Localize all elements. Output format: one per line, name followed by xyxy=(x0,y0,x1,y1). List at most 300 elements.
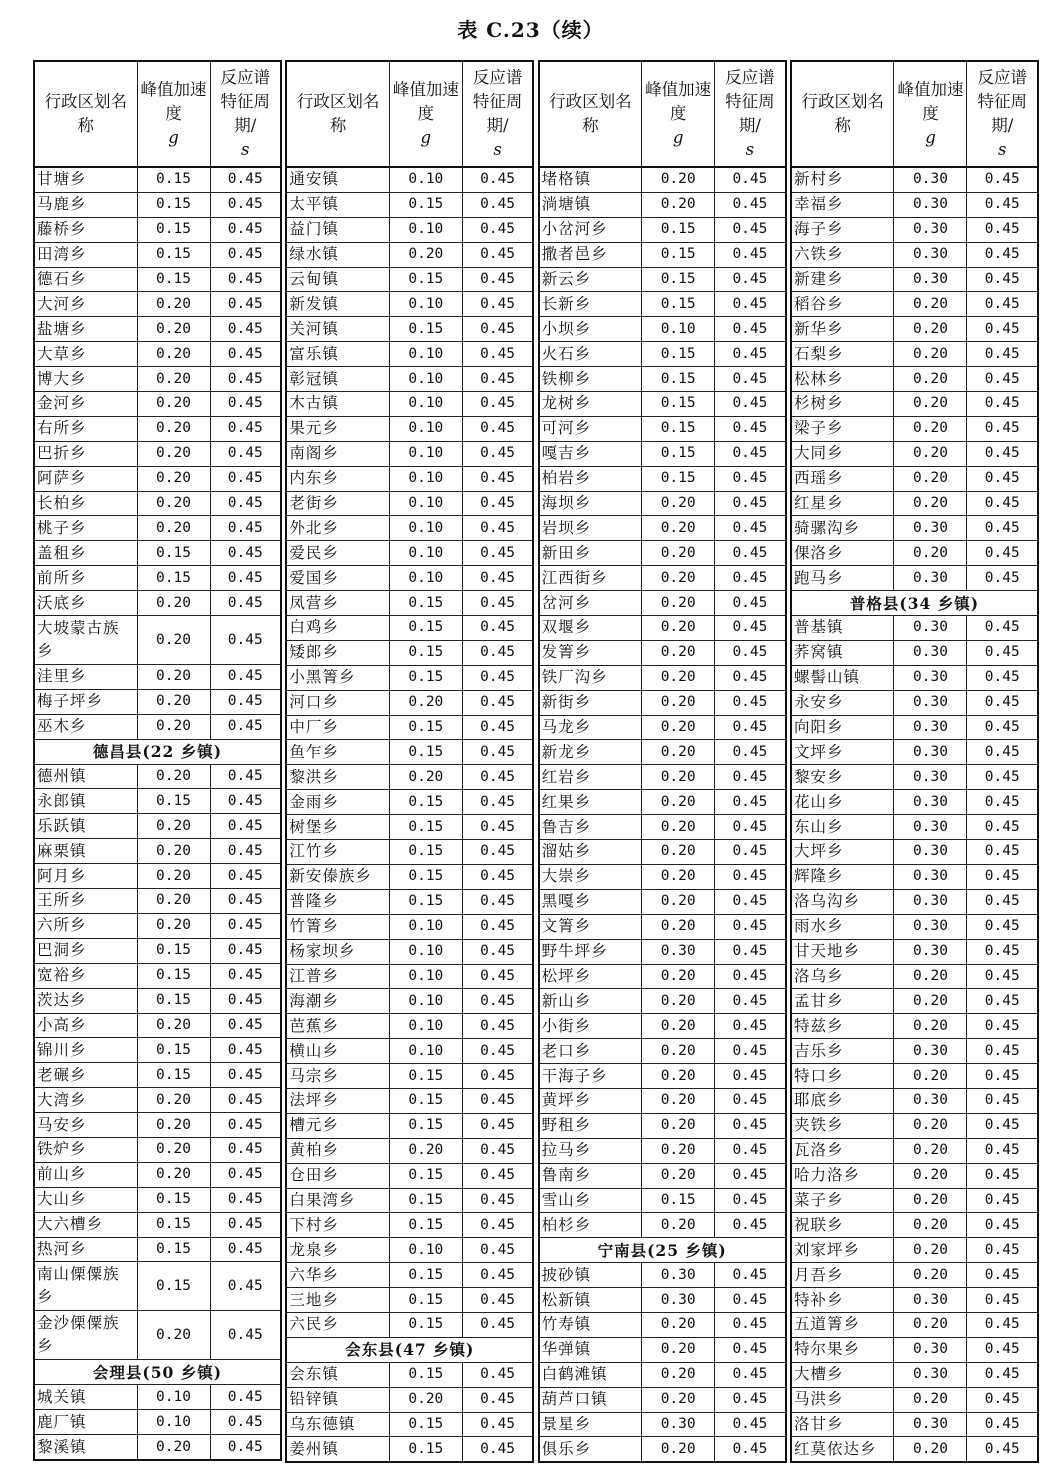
region-name-cell: 太平镇 xyxy=(286,192,389,217)
table-row xyxy=(539,516,786,541)
region-name-cell: 黎溪镇 xyxy=(34,1435,137,1460)
peak-acceleration-cell: 0.20 xyxy=(894,416,967,441)
period-cell: 0.45 xyxy=(462,840,533,865)
region-name-cell: 槽元乡 xyxy=(286,1113,389,1138)
table-row xyxy=(791,466,1038,491)
table-row xyxy=(791,939,1038,964)
table-row xyxy=(34,1237,281,1262)
region-name-cell: 老口乡 xyxy=(539,1039,642,1064)
peak-acceleration-cell: 0.30 xyxy=(894,616,967,641)
peak-acceleration-cell: 0.20 xyxy=(894,1014,967,1039)
period-cell: 0.45 xyxy=(967,1263,1038,1288)
peak-acceleration-cell: 0.20 xyxy=(894,1163,967,1188)
region-name-cell: 拉马乡 xyxy=(539,1138,642,1163)
peak-acceleration-cell: 0.10 xyxy=(389,541,462,566)
period-cell: 0.45 xyxy=(967,1387,1038,1412)
peak-acceleration-cell: 0.20 xyxy=(894,1213,967,1238)
county-section-row xyxy=(791,591,1038,616)
region-name-cell: 河口乡 xyxy=(286,690,389,715)
table-row xyxy=(539,1312,786,1337)
period-cell: 0.45 xyxy=(715,640,786,665)
table-row xyxy=(286,1362,533,1387)
period-cell: 0.45 xyxy=(967,1238,1038,1263)
region-name-cell: 铁厂沟乡 xyxy=(539,665,642,690)
table-row xyxy=(791,740,1038,765)
table-row xyxy=(286,217,533,242)
peak-acceleration-cell: 0.10 xyxy=(389,566,462,591)
region-name-cell: 可河乡 xyxy=(539,416,642,441)
table-row xyxy=(34,416,281,441)
period-cell: 0.45 xyxy=(967,815,1038,840)
region-name-cell: 披砂镇 xyxy=(539,1263,642,1288)
period-cell: 0.45 xyxy=(210,665,281,690)
period-cell: 0.45 xyxy=(462,317,533,342)
peak-acceleration-cell: 0.15 xyxy=(389,1088,462,1113)
period-cell: 0.45 xyxy=(715,864,786,889)
period-cell: 0.45 xyxy=(462,914,533,939)
peak-acceleration-cell: 0.10 xyxy=(389,167,462,192)
region-name-cell: 大六槽乡 xyxy=(34,1212,137,1237)
peak-acceleration-cell: 0.15 xyxy=(389,1288,462,1313)
region-name-cell: 梁子乡 xyxy=(791,416,894,441)
table-row xyxy=(791,1238,1038,1263)
region-name-cell: 撒者邑乡 xyxy=(539,242,642,267)
table-row xyxy=(791,1088,1038,1113)
period-cell: 0.45 xyxy=(210,1013,281,1038)
period-cell: 0.45 xyxy=(210,689,281,714)
peak-acceleration-cell: 0.15 xyxy=(642,441,715,466)
region-name-cell: 芭蕉乡 xyxy=(286,1014,389,1039)
region-name-cell: 石梨乡 xyxy=(791,342,894,367)
period-cell: 0.45 xyxy=(210,1410,281,1435)
peak-acceleration-cell: 0.15 xyxy=(137,192,210,217)
table-row xyxy=(791,1113,1038,1138)
region-name-cell: 桃子乡 xyxy=(34,516,137,541)
region-name-cell: 果元乡 xyxy=(286,416,389,441)
region-name-cell: 锦川乡 xyxy=(34,1038,137,1063)
period-cell: 0.45 xyxy=(210,839,281,864)
county-heading: 宁南县(25 乡镇) xyxy=(539,1238,786,1263)
peak-acceleration-cell: 0.30 xyxy=(894,1362,967,1387)
table-row xyxy=(539,1412,786,1437)
table-block-4 xyxy=(790,60,1039,1463)
peak-acceleration-cell: 0.30 xyxy=(894,640,967,665)
peak-acceleration-cell: 0.30 xyxy=(894,765,967,790)
table-row xyxy=(791,566,1038,591)
table-row xyxy=(539,441,786,466)
region-name-cell: 矮郎乡 xyxy=(286,640,389,665)
period-cell: 0.45 xyxy=(967,292,1038,317)
peak-acceleration-cell: 0.30 xyxy=(894,665,967,690)
peak-acceleration-cell: 0.15 xyxy=(642,292,715,317)
region-name-cell: 德石乡 xyxy=(34,267,137,292)
table-row xyxy=(34,1038,281,1063)
peak-acceleration-cell: 0.30 xyxy=(894,914,967,939)
table-row xyxy=(34,192,281,217)
peak-acceleration-cell: 0.15 xyxy=(389,889,462,914)
period-cell: 0.45 xyxy=(715,1263,786,1288)
region-name-cell: 富乐镇 xyxy=(286,342,389,367)
region-name-cell: 特补乡 xyxy=(791,1288,894,1313)
period-cell: 0.45 xyxy=(715,1113,786,1138)
peak-acceleration-cell: 0.20 xyxy=(642,1362,715,1387)
region-name-cell: 菜子乡 xyxy=(791,1188,894,1213)
county-heading: 会理县(50 乡镇) xyxy=(34,1360,281,1385)
period-cell: 0.45 xyxy=(967,690,1038,715)
region-name-cell: 景星乡 xyxy=(539,1412,642,1437)
period-cell: 0.45 xyxy=(967,1337,1038,1362)
table-row xyxy=(539,939,786,964)
period-cell: 0.45 xyxy=(967,192,1038,217)
peak-acceleration-cell: 0.20 xyxy=(642,914,715,939)
peak-acceleration-cell: 0.10 xyxy=(389,292,462,317)
period-cell: 0.45 xyxy=(462,1138,533,1163)
table-row xyxy=(791,1014,1038,1039)
table-row xyxy=(791,914,1038,939)
period-cell: 0.45 xyxy=(210,516,281,541)
period-cell: 0.45 xyxy=(715,1337,786,1362)
region-name-cell: 会东镇 xyxy=(286,1362,389,1387)
table-row xyxy=(286,1213,533,1238)
county-heading: 普格县(34 乡镇) xyxy=(791,591,1038,616)
region-name-cell: 鹿厂镇 xyxy=(34,1410,137,1435)
region-name-cell: 吉乐乡 xyxy=(791,1039,894,1064)
peak-acceleration-cell: 0.15 xyxy=(137,789,210,814)
region-name-cell: 跑马乡 xyxy=(791,566,894,591)
peak-acceleration-cell: 0.20 xyxy=(642,790,715,815)
region-name-cell: 宽裕乡 xyxy=(34,963,137,988)
region-name-cell: 沃底乡 xyxy=(34,591,137,616)
peak-acceleration-cell: 0.15 xyxy=(389,317,462,342)
region-name-cell: 爱国乡 xyxy=(286,566,389,591)
peak-acceleration-cell: 0.20 xyxy=(642,616,715,641)
table-row xyxy=(539,740,786,765)
region-name-cell: 新村乡 xyxy=(791,167,894,192)
period-cell: 0.45 xyxy=(715,889,786,914)
table-row xyxy=(539,1014,786,1039)
region-name-cell: 铁炉乡 xyxy=(34,1137,137,1162)
period-cell: 0.45 xyxy=(210,1063,281,1088)
period-cell: 0.45 xyxy=(967,889,1038,914)
region-name-cell: 江普乡 xyxy=(286,964,389,989)
peak-acceleration-cell: 0.20 xyxy=(642,715,715,740)
period-cell: 0.45 xyxy=(967,1288,1038,1313)
period-cell: 0.45 xyxy=(210,292,281,317)
period-cell: 0.45 xyxy=(462,1387,533,1412)
region-name-cell: 葫芦口镇 xyxy=(539,1387,642,1412)
region-name-cell: 倮洛乡 xyxy=(791,541,894,566)
region-name-cell: 向阳乡 xyxy=(791,715,894,740)
region-name-cell: 大坪乡 xyxy=(791,840,894,865)
table-row xyxy=(34,541,281,566)
period-cell: 0.45 xyxy=(462,466,533,491)
period-cell: 0.45 xyxy=(967,1088,1038,1113)
region-name-cell: 洛乌沟乡 xyxy=(791,889,894,914)
peak-acceleration-cell: 0.20 xyxy=(642,541,715,566)
table-row xyxy=(539,765,786,790)
period-cell: 0.45 xyxy=(967,1014,1038,1039)
region-name-cell: 文坪乡 xyxy=(791,740,894,765)
peak-acceleration-cell: 0.10 xyxy=(389,342,462,367)
period-cell: 0.45 xyxy=(462,342,533,367)
peak-acceleration-cell: 0.15 xyxy=(137,1237,210,1262)
table-row xyxy=(791,292,1038,317)
region-name-cell: 王所乡 xyxy=(34,889,137,914)
table-row xyxy=(34,516,281,541)
region-name-cell: 下村乡 xyxy=(286,1213,389,1238)
peak-acceleration-cell: 0.10 xyxy=(389,416,462,441)
peak-acceleration-cell: 0.20 xyxy=(642,167,715,192)
peak-acceleration-cell: 0.20 xyxy=(137,889,210,914)
period-cell: 0.45 xyxy=(462,1213,533,1238)
peak-acceleration-cell: 0.20 xyxy=(894,342,967,367)
peak-acceleration-cell: 0.20 xyxy=(894,392,967,417)
table-row xyxy=(539,790,786,815)
peak-acceleration-cell: 0.20 xyxy=(137,292,210,317)
table-row xyxy=(539,566,786,591)
region-name-cell: 洼里乡 xyxy=(34,665,137,690)
period-cell: 0.45 xyxy=(210,616,281,665)
table-row xyxy=(791,491,1038,516)
region-name-cell: 柏杉乡 xyxy=(539,1213,642,1238)
peak-acceleration-cell: 0.20 xyxy=(894,1387,967,1412)
peak-acceleration-cell: 0.20 xyxy=(137,1113,210,1138)
period-cell: 0.45 xyxy=(715,267,786,292)
peak-acceleration-cell: 0.15 xyxy=(137,566,210,591)
table-row xyxy=(34,1187,281,1212)
table-row xyxy=(791,1288,1038,1313)
table-row xyxy=(34,217,281,242)
table-row xyxy=(791,1412,1038,1437)
header-peak-acceleration: 峰值加速度 g xyxy=(642,61,715,167)
region-name-cell: 辉隆乡 xyxy=(791,864,894,889)
peak-acceleration-cell: 0.15 xyxy=(389,864,462,889)
period-cell: 0.45 xyxy=(462,292,533,317)
peak-acceleration-cell: 0.20 xyxy=(642,516,715,541)
peak-acceleration-cell: 0.20 xyxy=(894,1437,967,1462)
county-heading: 会东县(47 乡镇) xyxy=(286,1337,533,1362)
table-row xyxy=(791,1039,1038,1064)
period-cell: 0.45 xyxy=(967,1362,1038,1387)
header-characteristic-period: 反应谱特征周期/ s xyxy=(715,61,786,167)
region-name-cell: 长柏乡 xyxy=(34,491,137,516)
period-cell: 0.45 xyxy=(967,1412,1038,1437)
region-name-cell: 六所乡 xyxy=(34,913,137,938)
period-cell: 0.45 xyxy=(210,167,281,192)
county-section-row xyxy=(286,1337,533,1362)
peak-acceleration-cell: 0.30 xyxy=(894,267,967,292)
peak-acceleration-cell: 0.20 xyxy=(642,840,715,865)
peak-acceleration-cell: 0.15 xyxy=(137,1187,210,1212)
region-name-cell: 普隆乡 xyxy=(286,889,389,914)
region-name-cell: 月吾乡 xyxy=(791,1263,894,1288)
peak-acceleration-cell: 0.20 xyxy=(642,690,715,715)
peak-acceleration-cell: 0.20 xyxy=(894,1138,967,1163)
peak-acceleration-cell: 0.10 xyxy=(389,491,462,516)
period-cell: 0.45 xyxy=(210,1137,281,1162)
region-name-cell: 幸福乡 xyxy=(791,192,894,217)
peak-acceleration-cell: 0.15 xyxy=(137,267,210,292)
region-name-cell: 永安乡 xyxy=(791,690,894,715)
peak-acceleration-cell: 0.20 xyxy=(642,566,715,591)
region-name-cell: 黄柏乡 xyxy=(286,1138,389,1163)
peak-acceleration-cell: 0.20 xyxy=(642,1213,715,1238)
table-row xyxy=(34,864,281,889)
period-cell: 0.45 xyxy=(462,790,533,815)
table-row xyxy=(286,1039,533,1064)
table-block-3 xyxy=(538,60,787,1463)
table-row xyxy=(286,989,533,1014)
peak-acceleration-cell: 0.10 xyxy=(137,1410,210,1435)
region-name-cell: 大坡蒙古族乡 xyxy=(34,616,137,665)
peak-acceleration-cell: 0.20 xyxy=(642,1138,715,1163)
period-cell: 0.45 xyxy=(715,1387,786,1412)
period-cell: 0.45 xyxy=(462,516,533,541)
region-name-cell: 洛甘乡 xyxy=(791,1412,894,1437)
peak-acceleration-cell: 0.15 xyxy=(642,217,715,242)
period-cell: 0.45 xyxy=(462,1437,533,1462)
period-cell: 0.45 xyxy=(967,242,1038,267)
table-row xyxy=(791,840,1038,865)
peak-acceleration-cell: 0.20 xyxy=(137,1311,210,1360)
period-cell: 0.45 xyxy=(967,939,1038,964)
period-cell: 0.45 xyxy=(715,441,786,466)
region-name-cell: 鱼乍乡 xyxy=(286,740,389,765)
peak-acceleration-cell: 0.30 xyxy=(894,840,967,865)
table-row xyxy=(286,790,533,815)
period-cell: 0.45 xyxy=(462,715,533,740)
table-row xyxy=(539,815,786,840)
region-name-cell: 甘塘乡 xyxy=(34,167,137,192)
period-cell: 0.45 xyxy=(210,392,281,417)
period-cell: 0.45 xyxy=(967,1437,1038,1462)
table-row xyxy=(286,1088,533,1113)
period-cell: 0.45 xyxy=(210,491,281,516)
region-name-cell: 华弹镇 xyxy=(539,1337,642,1362)
peak-acceleration-cell: 0.30 xyxy=(894,516,967,541)
table-row xyxy=(791,416,1038,441)
peak-acceleration-cell: 0.30 xyxy=(894,1337,967,1362)
region-name-cell: 金雨乡 xyxy=(286,790,389,815)
period-cell: 0.45 xyxy=(462,192,533,217)
region-name-cell: 龙泉乡 xyxy=(286,1238,389,1263)
table-row xyxy=(286,914,533,939)
period-cell: 0.45 xyxy=(210,566,281,591)
region-name-cell: 新山乡 xyxy=(539,989,642,1014)
table-row xyxy=(539,1163,786,1188)
period-cell: 0.45 xyxy=(967,441,1038,466)
region-name-cell: 红星乡 xyxy=(791,491,894,516)
period-cell: 0.45 xyxy=(462,1312,533,1337)
peak-acceleration-cell: 0.20 xyxy=(894,1188,967,1213)
period-cell: 0.45 xyxy=(210,889,281,914)
table-row xyxy=(286,864,533,889)
region-name-cell: 松新镇 xyxy=(539,1288,642,1313)
table-row xyxy=(539,317,786,342)
peak-acceleration-cell: 0.10 xyxy=(389,367,462,392)
table-row xyxy=(791,1138,1038,1163)
table-row xyxy=(539,342,786,367)
period-cell: 0.45 xyxy=(715,840,786,865)
period-cell: 0.45 xyxy=(967,616,1038,641)
table-row xyxy=(791,989,1038,1014)
table-row xyxy=(34,1063,281,1088)
region-name-cell: 六华乡 xyxy=(286,1263,389,1288)
region-name-cell: 雨水乡 xyxy=(791,914,894,939)
region-name-cell: 热河乡 xyxy=(34,1237,137,1262)
region-name-cell: 鲁南乡 xyxy=(539,1163,642,1188)
peak-acceleration-cell: 0.20 xyxy=(137,1435,210,1460)
region-name-cell: 姜州镇 xyxy=(286,1437,389,1462)
period-cell: 0.45 xyxy=(462,1188,533,1213)
region-name-cell: 江西街乡 xyxy=(539,566,642,591)
period-cell: 0.45 xyxy=(210,1385,281,1410)
period-cell: 0.45 xyxy=(462,591,533,616)
table-row xyxy=(539,1263,786,1288)
peak-acceleration-cell: 0.30 xyxy=(894,1039,967,1064)
table-row xyxy=(286,815,533,840)
region-name-cell: 大崇乡 xyxy=(539,864,642,889)
period-cell: 0.45 xyxy=(715,591,786,616)
region-name-cell: 通安镇 xyxy=(286,167,389,192)
peak-acceleration-cell: 0.20 xyxy=(389,690,462,715)
table-row xyxy=(791,441,1038,466)
county-section-row xyxy=(34,739,281,764)
period-cell: 0.45 xyxy=(715,342,786,367)
table-row xyxy=(286,715,533,740)
region-name-cell: 耶底乡 xyxy=(791,1088,894,1113)
peak-acceleration-cell: 0.15 xyxy=(389,790,462,815)
table-row xyxy=(539,840,786,865)
region-name-cell: 火石乡 xyxy=(539,342,642,367)
region-name-cell: 荞窝镇 xyxy=(791,640,894,665)
region-name-cell: 巴洞乡 xyxy=(34,938,137,963)
table-row xyxy=(539,1039,786,1064)
table-row xyxy=(286,964,533,989)
period-cell: 0.45 xyxy=(462,740,533,765)
table-row xyxy=(539,1213,786,1238)
table-row xyxy=(286,491,533,516)
header-region-name: 行政区划名称 xyxy=(539,61,642,167)
table-row xyxy=(539,665,786,690)
peak-acceleration-cell: 0.15 xyxy=(137,1262,210,1311)
region-name-cell: 大草乡 xyxy=(34,342,137,367)
region-name-cell: 祝联乡 xyxy=(791,1213,894,1238)
peak-acceleration-cell: 0.20 xyxy=(137,342,210,367)
table-row xyxy=(791,392,1038,417)
table-row xyxy=(539,690,786,715)
peak-acceleration-cell: 0.10 xyxy=(389,1238,462,1263)
table-row xyxy=(286,1188,533,1213)
region-name-cell: 发箐乡 xyxy=(539,640,642,665)
table-row xyxy=(34,267,281,292)
period-cell: 0.45 xyxy=(715,690,786,715)
period-cell: 0.45 xyxy=(210,1212,281,1237)
peak-acceleration-cell: 0.10 xyxy=(389,441,462,466)
table-row xyxy=(539,1437,786,1462)
peak-acceleration-cell: 0.20 xyxy=(642,591,715,616)
table-row xyxy=(539,1064,786,1089)
table-row xyxy=(286,441,533,466)
data-table xyxy=(33,60,1039,1458)
table-row xyxy=(791,367,1038,392)
county-section-row xyxy=(34,1360,281,1385)
table-row xyxy=(34,1262,281,1311)
table-row xyxy=(286,1263,533,1288)
table-row xyxy=(791,665,1038,690)
region-name-cell: 乐跃镇 xyxy=(34,814,137,839)
period-cell: 0.45 xyxy=(967,989,1038,1014)
